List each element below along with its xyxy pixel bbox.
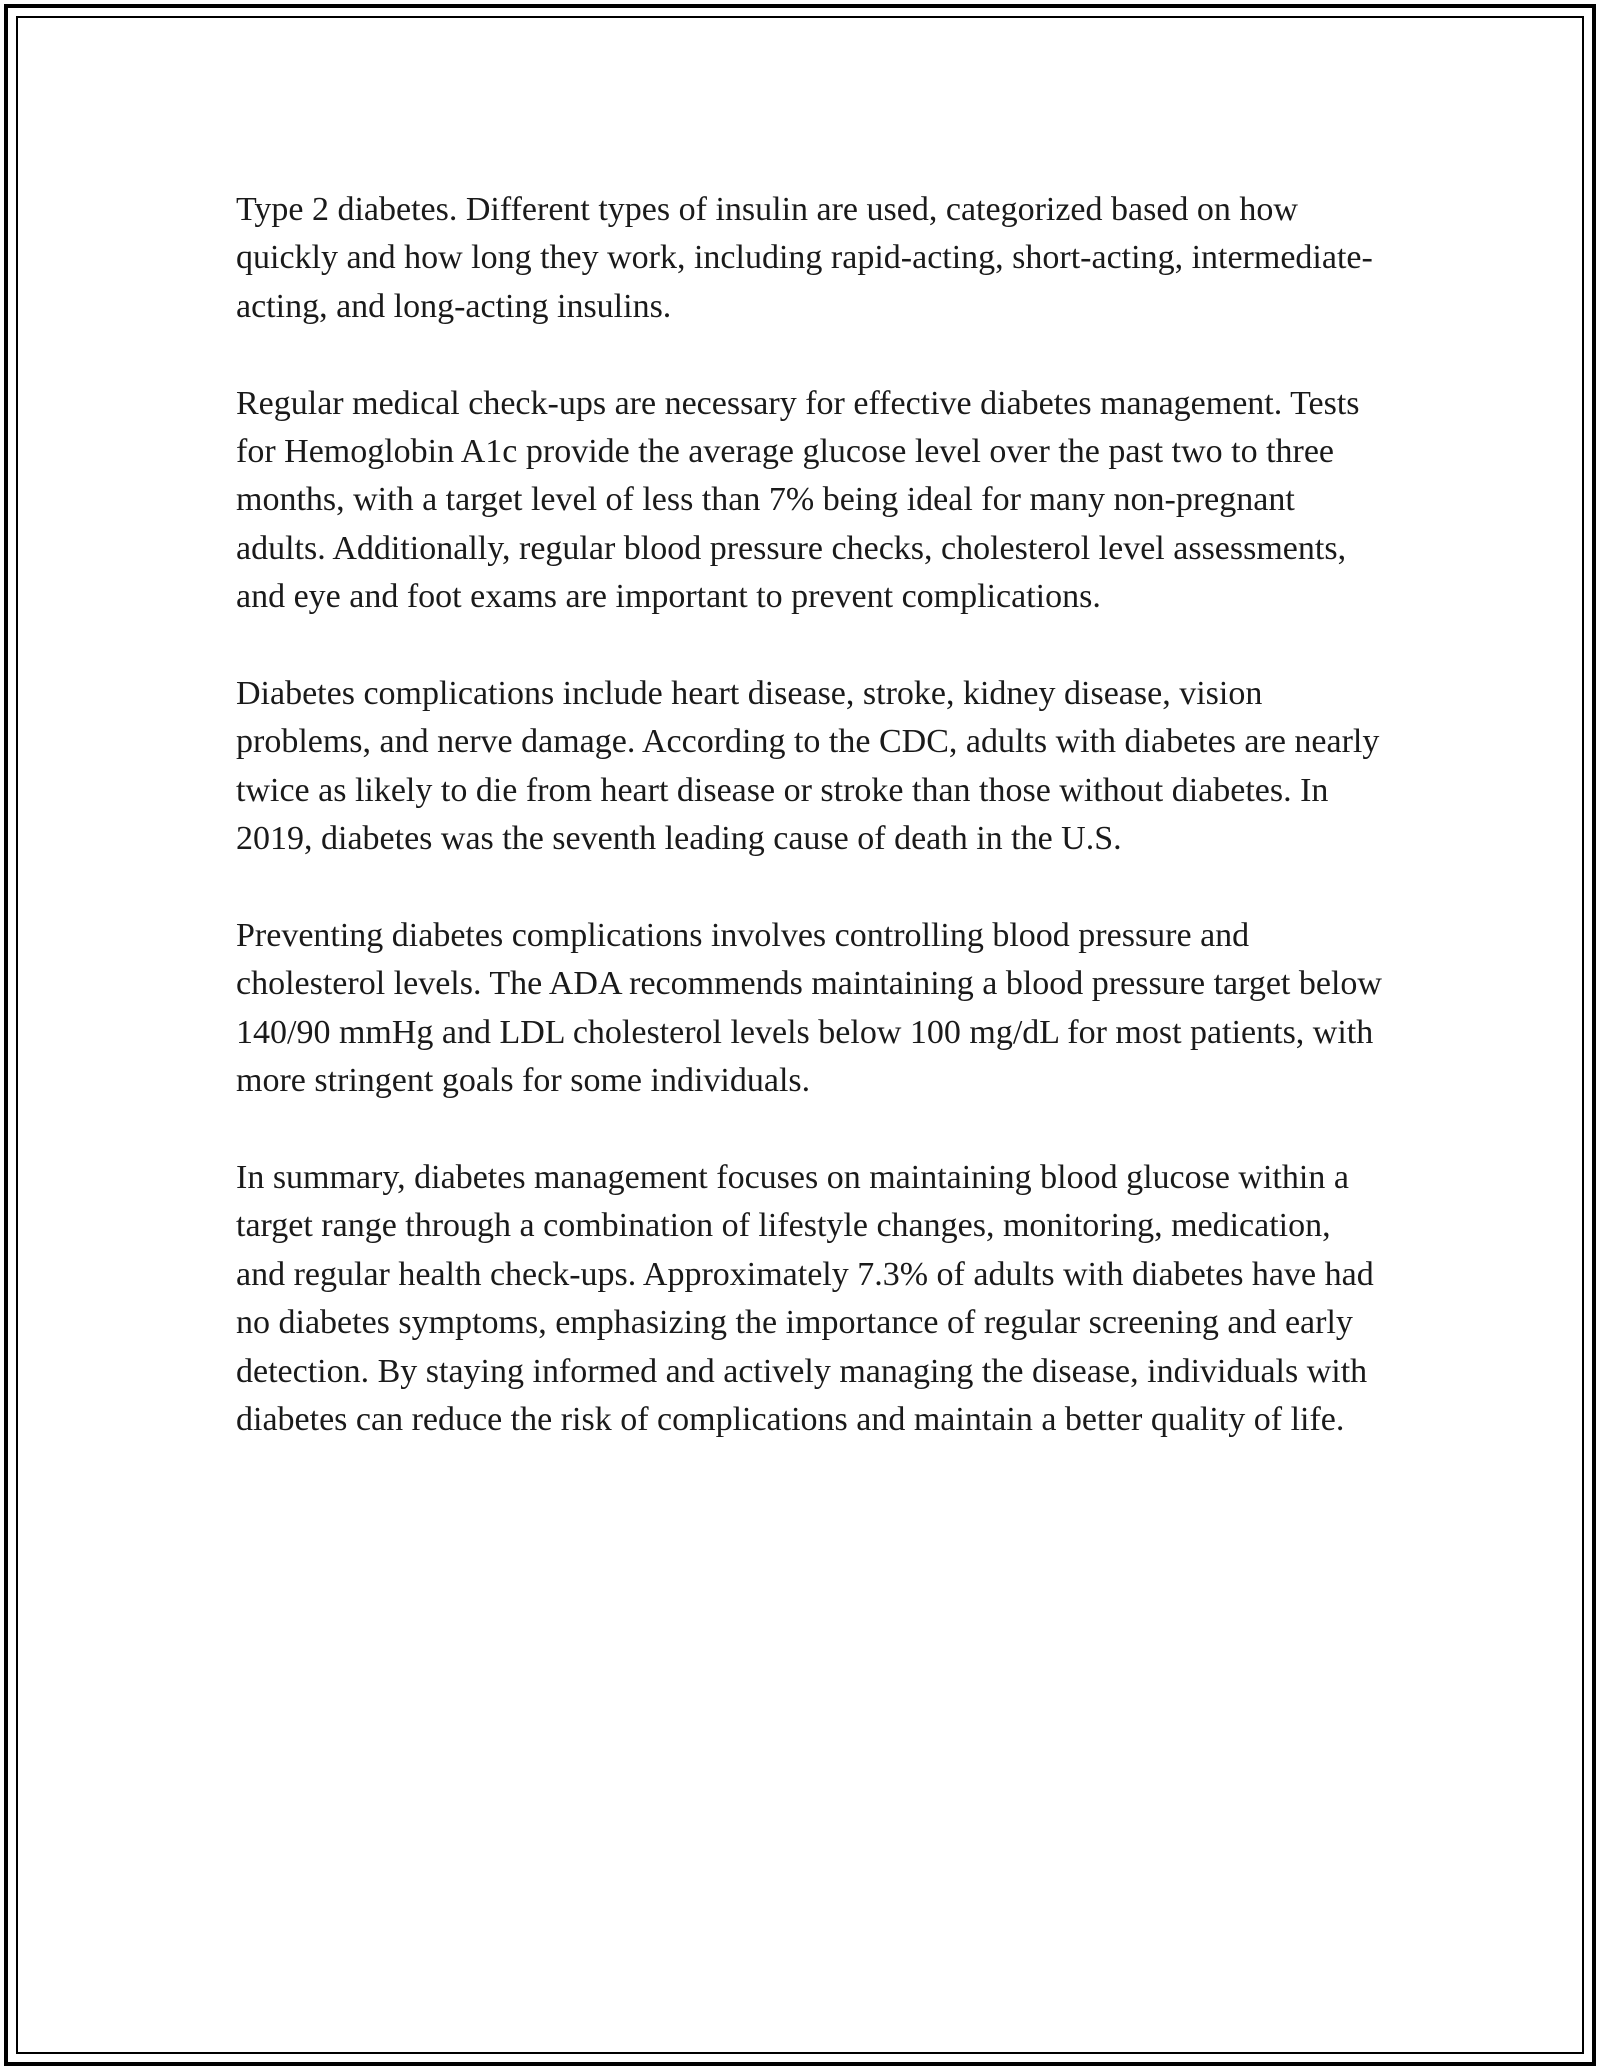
document-body <box>236 186 1386 1445</box>
paragraph-summary: In summary, diabetes management focuses on maintaining blood glucose within a target range through a combination of lifestyle changes, monitoring, medication, and regular health check-ups. Approximately 7.3% of adults with diabetes have had no diabetes symptoms, emphasizing the importance of regular screening and early detection. By staying informed and actively managing the disease, individuals with diabetes can reduce the risk of complications and maintain a better quality of life. <box>236 1159 1374 1439</box>
paragraph-medical-checkups: Regular medical check-ups are necessary for effective diabetes management. Tests for Hemoglobin A1c provide the average glucose level over the past two to three months, with a target level of less than 7% being ideal for many non-pregnant adults. Additionally, regular blood pressure checks, cholesterol level assessments, and eye and foot exams are important to prevent complications. <box>236 384 1360 616</box>
paragraph-prevention: Preventing diabetes complications involves controlling blood pressure and cholesterol levels. The ADA recommends maintaining a blood pressure target below 140/90 mmHg and LDL cholesterol levels below 100 mg/dL for most patients, with more stringent goals for some individuals. <box>236 917 1382 1100</box>
paragraph-insulin-types: Type 2 diabetes. Different types of insulin are used, categorized based on how quickly and how long they work, including rapid-acting, short-acting, intermediate-acting, and long-acting insulins. <box>236 191 1373 325</box>
paragraph-complications: Diabetes complications include heart disease, stroke, kidney disease, vision problems, and nerve damage. According to the CDC, adults with diabetes are nearly twice as likely to die from heart disease or stroke than those without diabetes. In 2019, diabetes was the seventh leading cause of death in the U.S. <box>236 675 1380 858</box>
